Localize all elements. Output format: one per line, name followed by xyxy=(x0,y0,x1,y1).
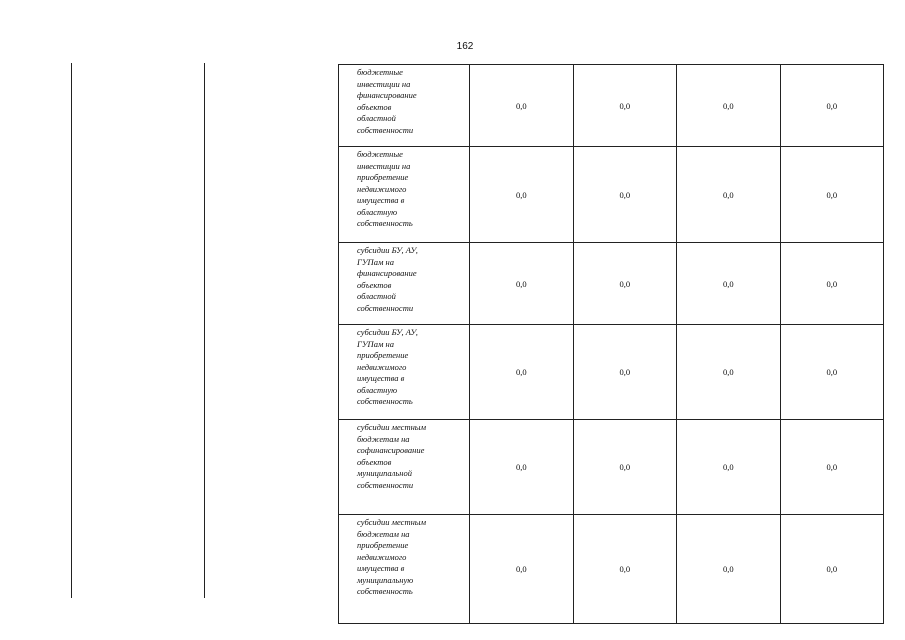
row-label-cell xyxy=(339,420,470,515)
value-cell: 0,0 xyxy=(677,65,781,147)
value-cell: 0,0 xyxy=(573,515,677,624)
value-cell: 0,0 xyxy=(780,515,884,624)
value-cell: 0,0 xyxy=(677,147,781,243)
value-cell: 0,0 xyxy=(573,420,677,515)
row-label-cell xyxy=(339,65,470,147)
value-cell: 0,0 xyxy=(573,325,677,420)
value-cell: 0,0 xyxy=(780,420,884,515)
value-cell: 0,0 xyxy=(677,515,781,624)
table-row xyxy=(339,515,884,624)
row-label: субсидии местным бюджетам на приобретение недвижимого имущества в муниципальную собственность xyxy=(357,517,426,596)
table-row xyxy=(339,243,884,325)
row-label-cell xyxy=(339,325,470,420)
row-label-cell xyxy=(339,243,470,325)
value-cell: 0,0 xyxy=(470,65,574,147)
table-row xyxy=(339,325,884,420)
value-cell: 0,0 xyxy=(470,515,574,624)
value-cell: 0,0 xyxy=(470,420,574,515)
value-cell: 0,0 xyxy=(573,65,677,147)
table-row xyxy=(339,420,884,515)
page-number: 162 xyxy=(456,41,474,52)
row-label: бюджетные инвестиции на приобретение недвижимого имущества в областную собственность xyxy=(357,149,413,228)
left-column-rule xyxy=(71,63,72,598)
value-cell: 0,0 xyxy=(573,243,677,325)
middle-column-rule xyxy=(204,63,205,598)
row-label: субсидии БУ, АУ, ГУПам на приобретение недвижимого имущества в областную собственность xyxy=(357,327,418,406)
value-cell: 0,0 xyxy=(470,243,574,325)
value-cell: 0,0 xyxy=(780,325,884,420)
value-cell: 0,0 xyxy=(470,147,574,243)
value-cell: 0,0 xyxy=(470,325,574,420)
value-cell: 0,0 xyxy=(677,420,781,515)
row-label: субсидии БУ, АУ, ГУПам на финансирование объектов областной собственности xyxy=(357,245,418,313)
table-row xyxy=(339,147,884,243)
value-cell: 0,0 xyxy=(780,243,884,325)
value-cell: 0,0 xyxy=(677,325,781,420)
value-cell: 0,0 xyxy=(677,243,781,325)
value-cell: 0,0 xyxy=(573,147,677,243)
value-cell: 0,0 xyxy=(780,65,884,147)
budget-table xyxy=(338,64,884,624)
row-label: субсидии местным бюджетам на софинансирование объектов муниципальной собственности xyxy=(357,422,426,490)
table-row xyxy=(339,65,884,147)
row-label-cell xyxy=(339,515,470,624)
row-label: бюджетные инвестиции на финансирование объектов областной собственности xyxy=(357,67,417,135)
row-label-cell xyxy=(339,147,470,243)
value-cell: 0,0 xyxy=(780,147,884,243)
